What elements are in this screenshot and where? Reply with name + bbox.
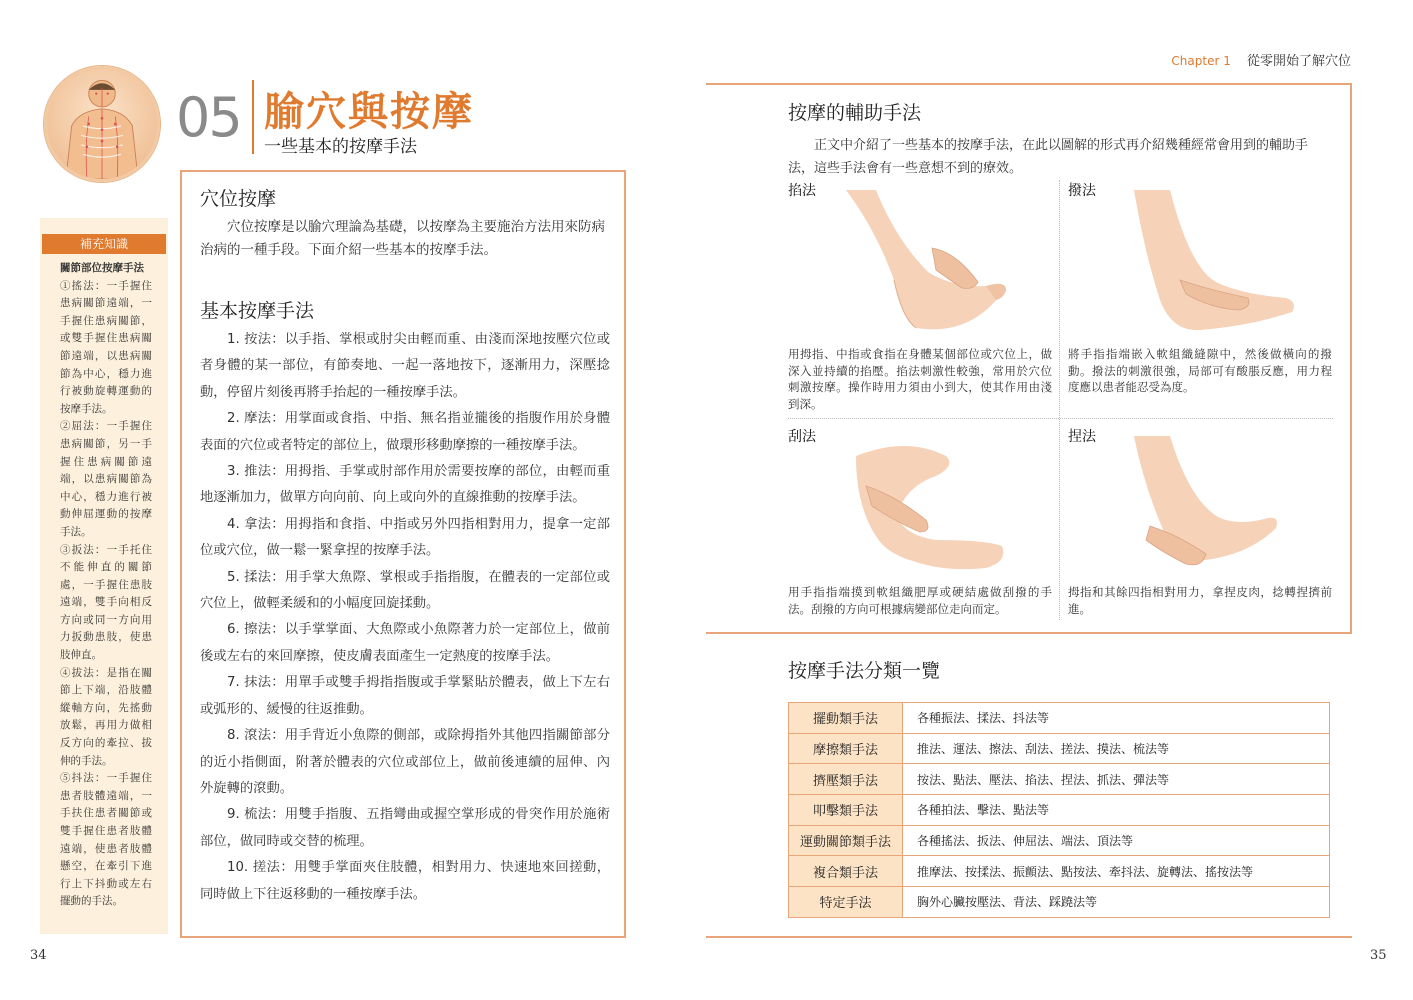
page-title: 腧穴與按摩 — [264, 89, 474, 135]
list-item: 6. 擦法：以手掌掌面、大魚際或小魚際著力於一定部位上，做前後或左右的來回摩擦，使皮膚表面產生一定熱度的按摩手法。 — [200, 622, 610, 664]
grid-divider-horizontal — [788, 418, 1333, 419]
foot-knead-image — [1120, 436, 1300, 586]
frame-top-line — [706, 83, 1352, 85]
table-row — [789, 733, 1330, 764]
table-row — [789, 703, 1330, 734]
page-number-left: 34 — [30, 948, 47, 963]
list-item: 1. 按法：以手指、掌根或肘尖由輕而重、由淺而深地按壓穴位或者身體的某一部位，有節奏地、一起一落地按下，逐漸用力，深壓捻動，停留片刻後再將手抬起的一種按摩手法。 — [200, 332, 610, 400]
sidebar-paragraph: ①搖法：一手握住患病關節遠端，一手握住患病關節，或雙手握住患病關節遠端，以患病關節為中心，穩力進行被動旋轉運動的按摩手法。 — [60, 279, 152, 415]
title-divider — [252, 80, 254, 154]
frame-right-line — [1350, 83, 1352, 633]
section-intro: 穴位按摩是以腧穴理論為基礎，以按摩為主要施治方法用來防病治病的一種手段。下面介紹一些基本的按摩手法。 — [200, 219, 605, 258]
technique-label: 撥法 — [1068, 183, 1096, 199]
acupuncture-body-avatar-icon — [44, 66, 160, 182]
sidebar-header: 補充知識 — [42, 234, 166, 254]
sidebar-heading: 關節部位按摩手法 — [60, 262, 144, 274]
frame-bottom-line — [706, 936, 1352, 938]
section-heading-auxiliary-techniques: 按摩的輔助手法 — [788, 102, 922, 124]
sidebar-paragraph: ③扳法：一手托住不能伸直的關節處，一手握住患肢遠端，雙手向相反方向或同一方向用力扳動患肢，使患肢伸直。 — [60, 543, 152, 662]
classification-table — [788, 702, 1330, 918]
table-cell-category: 摩擦類手法 — [789, 733, 903, 764]
technique-label: 捏法 — [1068, 429, 1096, 445]
sidebar-paragraph: ②屈法：一手握住患病關節，另一手握住患病關節遠端，以患病關節為中心，穩力進行被動伸屈運動的按摩手法。 — [60, 420, 152, 538]
chapter-title: 從零開始了解穴位 — [1246, 54, 1351, 69]
section-heading-acupoint-massage: 穴位按摩 — [200, 188, 277, 210]
table-cell-methods: 胸外心臟按壓法、背法、踩蹺法等 — [903, 887, 1330, 918]
table-row — [789, 764, 1330, 795]
table-cell-methods: 推摩法、按揉法、振顫法、點按法、牽抖法、旋轉法、搖按法等 — [903, 856, 1330, 887]
grid-divider-vertical — [1059, 180, 1060, 620]
page-number-right: 35 — [1370, 948, 1387, 963]
technique-label: 刮法 — [788, 429, 816, 445]
table-row — [789, 856, 1330, 887]
frame-mid-line — [706, 632, 1352, 634]
technique-list — [200, 327, 610, 908]
table-cell-methods: 各種拍法、擊法、點法等 — [903, 795, 1330, 826]
technique-label: 掐法 — [788, 183, 816, 199]
list-item: 8. 滾法：用手背近小魚際的側部，或除拇指外其他四指關節部分的近小指側面，附著於體表的穴位或部位上，做前後連續的屈伸、內外旋轉的滾動。 — [200, 728, 610, 796]
table-cell-category: 擠壓類手法 — [789, 764, 903, 795]
section-intro: 正文中介紹了一些基本的按摩手法，在此以圖解的形式再介紹幾種經常會用到的輔助手法，這些手法會有一些意想不到的療效。 — [788, 138, 1309, 176]
list-item: 10. 搓法：用雙手掌面夾住肢體，相對用力、快速地來回搓動，同時做上下往返移動的一種按摩手法。 — [200, 860, 610, 902]
table-cell-methods: 各種搖法、扳法、伸屈法、端法、頂法等 — [903, 825, 1330, 856]
sidebar-paragraph: ⑤抖法：一手握住患者肢體遠端，一手扶住患者關節或雙手握住患者肢體遠端，使患者肢體懸空，在牽引下進行上下抖動或左右擺動的手法。 — [60, 772, 152, 908]
technique-caption: 用手指指端摸到軟組織肥厚或硬結處做刮撥的手法。刮撥的方向可根據病變部位走向而定。 — [788, 585, 1052, 616]
table-cell-category: 叩擊類手法 — [789, 795, 903, 826]
list-item: 9. 梳法：用雙手指腹、五指彎曲或握空掌形成的骨突作用於施術部位，做同時或交替的梳理。 — [200, 807, 610, 849]
foot-pinch-image — [836, 190, 1016, 340]
table-cell-category: 複合類手法 — [789, 856, 903, 887]
list-item: 2. 摩法：用掌面或食指、中指、無名指並攏後的指腹作用於身體表面的穴位或者特定的部位上，做環形移動摩擦的一種按摩手法。 — [200, 411, 610, 453]
foot-pluck-image — [1120, 190, 1300, 340]
chapter-number: 05 — [176, 86, 241, 149]
chapter-label: Chapter 1 — [1171, 54, 1231, 68]
foot-scrape-image — [836, 436, 1016, 586]
sidebar-paragraph: ④拔法：是指在關節上下端，沿肢體縱軸方向，先搖動放鬆，再用力做相反方向的牽拉、拔伸的手法。 — [60, 666, 152, 767]
table-row — [789, 887, 1330, 918]
page-subtitle: 一些基本的按摩手法 — [264, 137, 417, 157]
list-item: 4. 拿法：用拇指和食指、中指或另外四指相對用力，提拿一定部位或穴位，做一鬆一緊拿捏的按摩手法。 — [200, 516, 610, 559]
table-cell-methods: 各種振法、揉法、抖法等 — [903, 703, 1330, 734]
list-item: 7. 抹法：用單手或雙手拇指指腹或手掌緊貼於體表，做上下左右或弧形的、緩慢的往返推動。 — [200, 675, 610, 717]
list-item: 5. 揉法：用手掌大魚際、掌根或手指指腹，在體表的一定部位或穴位上，做輕柔緩和的小幅度回旋揉動。 — [200, 569, 610, 612]
table-row — [789, 795, 1330, 826]
table-cell-category: 特定手法 — [789, 887, 903, 918]
sidebar-body — [60, 260, 152, 911]
technique-caption: 拇指和其餘四指相對用力，拿捏皮肉，捻轉捏擠前進。 — [1068, 585, 1332, 616]
technique-caption: 用拇指、中指或食指在身體某個部位或穴位上，做深入並持續的掐壓。掐法刺激性較強，常用於穴位刺激按摩。操作時用力須由小到大，使其作用由淺到深。 — [788, 347, 1052, 411]
section-heading-basic-techniques: 基本按摩手法 — [200, 300, 315, 322]
table-cell-methods: 推法、運法、擦法、刮法、搓法、摸法、梳法等 — [903, 733, 1330, 764]
table-row — [789, 825, 1330, 856]
running-header — [1171, 50, 1351, 69]
table-cell-methods: 按法、點法、壓法、掐法、捏法、抓法、彈法等 — [903, 764, 1330, 795]
technique-caption: 將手指指端嵌入軟組織縫隙中，然後做橫向的撥動。撥法的刺激很強，局部可有酸脹反應，用力程度應以患者能忍受為度。 — [1068, 347, 1332, 394]
list-item: 3. 推法：用拇指、手掌或肘部作用於需要按摩的部位，由輕而重地逐漸加力，做單方向向前、向上或向外的直線推動的按摩手法。 — [200, 464, 610, 506]
table-cell-category: 運動關節類手法 — [789, 825, 903, 856]
section-heading-classification: 按摩手法分類一覽 — [788, 660, 941, 682]
table-cell-category: 擺動類手法 — [789, 703, 903, 734]
